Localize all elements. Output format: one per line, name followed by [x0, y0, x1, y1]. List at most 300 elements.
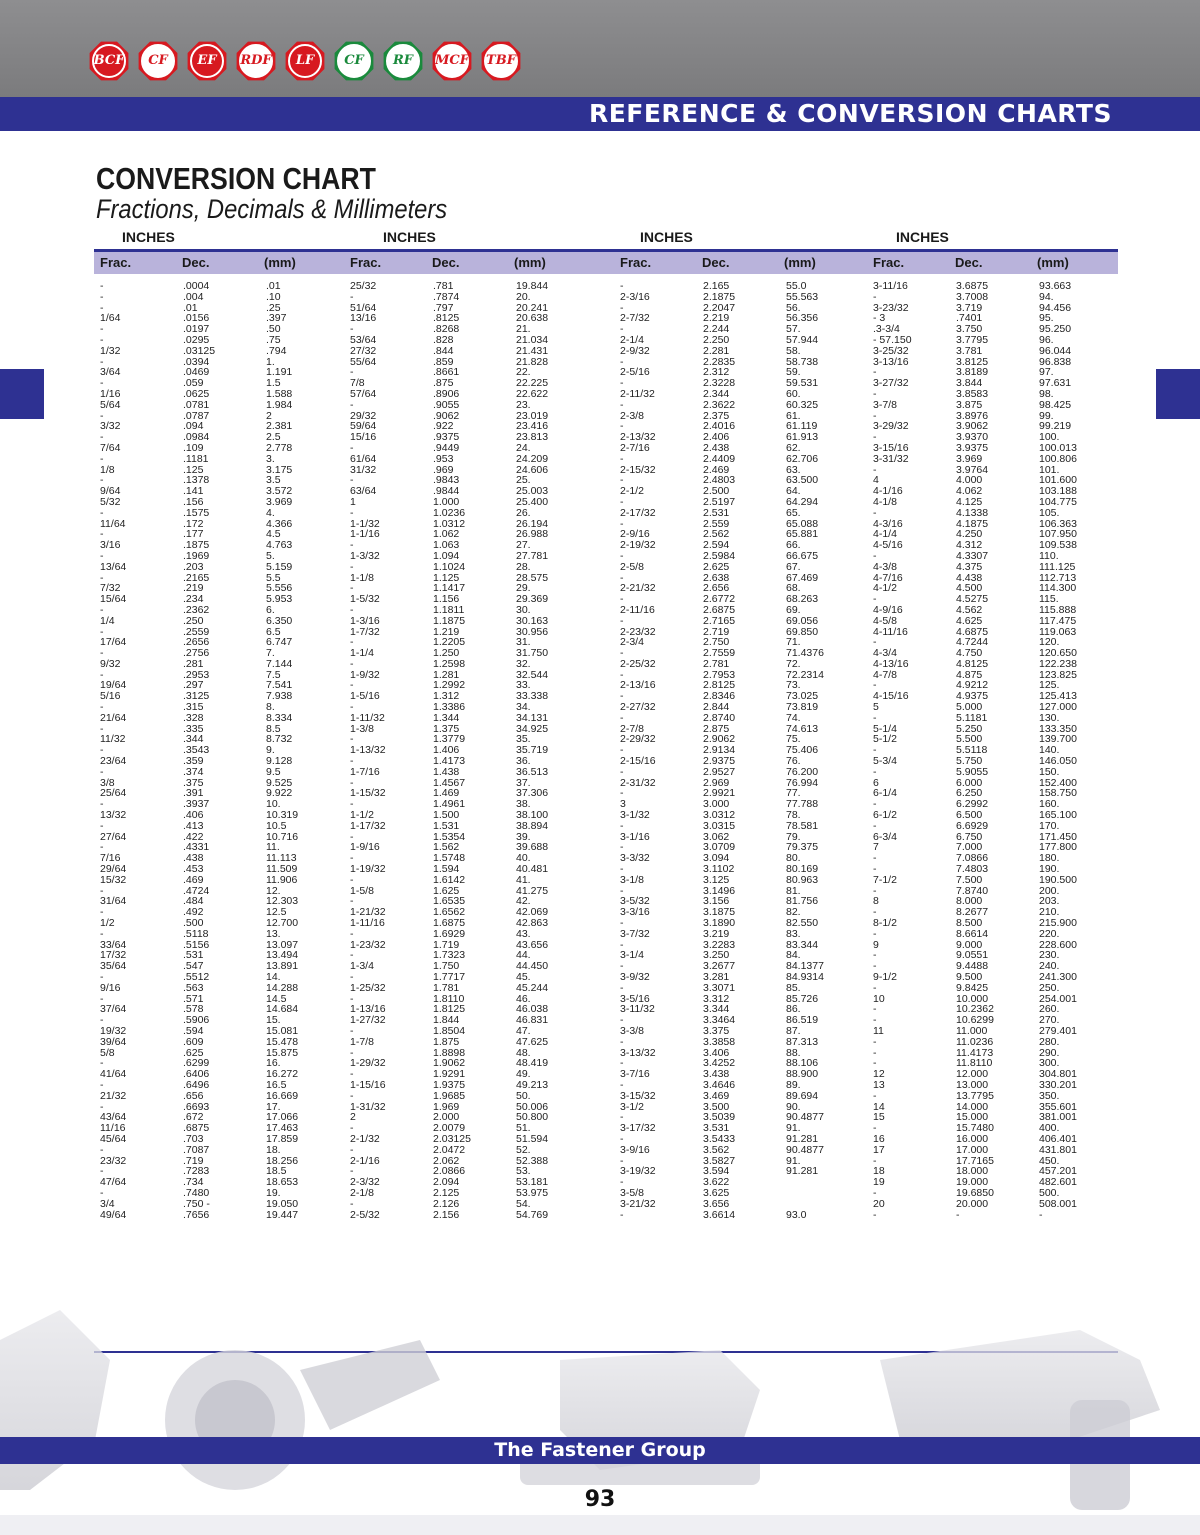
table-cell: 6.5: [266, 625, 281, 638]
table-cell: 1.156: [433, 593, 460, 606]
table-cell: -: [620, 1154, 624, 1167]
table-cell: 53.975: [516, 1186, 549, 1199]
table-cell: -: [620, 1132, 624, 1145]
table-cell: 50.006: [516, 1100, 549, 1113]
table-cell: 71.: [786, 636, 801, 649]
table-cell: 4.763: [266, 539, 293, 552]
table-cell: 3-11/32: [620, 1003, 655, 1016]
table-cell: 3.125: [703, 873, 730, 886]
table-cell: 17.000: [956, 1143, 989, 1156]
table-cell: 1-19/32: [350, 863, 386, 876]
table-cell: .6299: [183, 1057, 210, 1070]
table-cell: 1.9685: [433, 1089, 466, 1102]
table-cell: 3.469: [703, 1089, 730, 1102]
table-cell: 51.594: [516, 1132, 549, 1145]
brand-logo: [86, 38, 132, 84]
table-cell: 1.984: [266, 398, 293, 411]
table-cell: 93.663: [1039, 280, 1072, 292]
table-cell: 15.478: [266, 1035, 299, 1048]
table-cell: 1.594: [433, 863, 460, 876]
table-cell: 1-15/32: [350, 787, 386, 800]
table-cell: 37.306: [516, 787, 549, 800]
table-cell: 3.7795: [956, 333, 989, 346]
table-cell: .453: [183, 863, 204, 876]
table-cell: 7.500: [956, 873, 983, 886]
group-label-3: INCHES: [640, 229, 693, 245]
table-cell: 11/32: [100, 733, 126, 746]
table-cell: -: [350, 474, 354, 487]
table-cell: 2.4803: [703, 474, 736, 487]
table-cell: 1-9/16: [350, 841, 380, 854]
table-cell: 1.969: [433, 1100, 460, 1113]
table-cell: 3.9764: [956, 463, 989, 476]
table-cell: 25.400: [516, 495, 549, 508]
table-cell: .125: [183, 463, 204, 476]
table-cell: 1-1/32: [350, 517, 380, 530]
table-cell: 1-13/32: [350, 744, 386, 757]
table-cell: 42.863: [516, 917, 549, 930]
table-cell: .0781: [183, 398, 210, 411]
brand-logo-label: CF: [148, 53, 168, 68]
table-cell: 85.726: [786, 992, 819, 1005]
table-cell: .7087: [183, 1143, 210, 1156]
table-cell: 3-1/2: [620, 1100, 644, 1113]
table-cell: 3-9/32: [620, 971, 650, 983]
table-cell: 3.562: [703, 1143, 730, 1156]
table-cell: -: [620, 668, 624, 681]
table-cell: 25/32: [350, 280, 377, 292]
table-header-row: [94, 252, 1118, 274]
table-cell: 22.622: [516, 387, 549, 400]
table-cell: 4: [873, 474, 879, 487]
column-mm: [266, 281, 298, 1220]
table-cell: 12.303: [266, 895, 299, 908]
table-cell: 38.894: [516, 819, 549, 832]
column-frac: [873, 281, 912, 1220]
table-cell: .219: [183, 582, 204, 595]
table-cell: 76.: [786, 755, 801, 768]
table-cell: 152.400: [1039, 776, 1077, 789]
table-cell: -: [956, 1208, 960, 1221]
table-cell: 1.312: [433, 690, 460, 703]
table-cell: 17.463: [266, 1122, 299, 1135]
brand-logo-label: EF: [197, 53, 217, 68]
table-cell: 3.622: [703, 1176, 730, 1189]
table-cell: 1.4961: [433, 798, 466, 811]
table-cell: 32.: [516, 657, 531, 670]
table-cell: 86.: [786, 1003, 801, 1016]
table-cell: 1-11/32: [350, 711, 385, 724]
table-cell: 11.0236: [956, 1035, 994, 1048]
table-cell: 42.: [516, 895, 531, 908]
table-cell: 4-3/8: [873, 560, 897, 573]
table-cell: 7/64: [100, 441, 121, 454]
table-cell: 3.156: [703, 895, 730, 908]
table-cell: 260.: [1039, 1003, 1060, 1016]
table-cell: 1-13/16: [350, 1003, 386, 1016]
table-cell: 3.6875: [956, 280, 989, 292]
table-cell: .5906: [183, 1014, 210, 1027]
table-cell: 24.209: [516, 452, 549, 465]
table-cell: 27/64: [100, 830, 127, 843]
table-cell: 5.9055: [956, 765, 989, 778]
table-cell: .50: [266, 323, 281, 336]
table-cell: -: [100, 290, 104, 303]
table-cell: 3-15/32: [620, 1089, 656, 1102]
table-cell: -: [100, 333, 104, 346]
table-cell: -: [100, 549, 104, 562]
table-cell: 5.159: [266, 560, 293, 573]
table-cell: -: [350, 852, 354, 865]
table-cell: 1.5: [266, 377, 281, 390]
table-cell: 1-5/16: [350, 690, 380, 703]
brand-logo-label: TBF: [486, 53, 516, 68]
table-cell: 2-15/32: [620, 463, 656, 476]
table-cell: 13: [873, 1078, 885, 1091]
table-cell: 52.388: [516, 1154, 549, 1167]
table-cell: 2: [350, 1111, 356, 1124]
table-cell: .828: [433, 333, 454, 346]
table-cell: 12.700: [266, 917, 299, 930]
table-cell: 3.5433: [703, 1132, 736, 1145]
table-cell: -: [100, 701, 104, 714]
table-cell: 14.684: [266, 1003, 299, 1016]
table-cell: 83.344: [786, 938, 819, 951]
table-cell: 8.334: [266, 711, 293, 724]
table-cell: .059: [183, 377, 204, 390]
table-cell: -: [620, 301, 624, 314]
table-cell: 10.319: [266, 809, 299, 822]
table-cell: -: [100, 1100, 104, 1113]
table-cell: 17: [873, 1143, 885, 1156]
table-cell: 85.: [786, 981, 801, 994]
table-cell: 330.201: [1039, 1078, 1077, 1091]
table-cell: .9843: [433, 474, 460, 487]
table-cell: 2.7559: [703, 647, 736, 660]
table-cell: 101.: [1039, 463, 1060, 476]
table-cell: 1.191: [266, 366, 293, 379]
table-cell: 9/32: [100, 657, 121, 670]
table-cell: 1-1/16: [350, 528, 380, 541]
table-cell: 10.000: [956, 992, 989, 1005]
table-cell: .703: [183, 1132, 204, 1145]
table-cell: .397: [266, 312, 287, 325]
table-cell: 200.: [1039, 884, 1060, 897]
table-cell: 64.: [786, 485, 801, 498]
column-dec: [183, 281, 215, 1220]
table-cell: 2-5/32: [350, 1208, 380, 1221]
table-cell: 2.126: [433, 1197, 460, 1210]
table-cell: 7.144: [266, 657, 293, 670]
table-cell: -: [873, 506, 877, 519]
table-cell: 230.: [1039, 949, 1060, 962]
table-cell: .1969: [183, 549, 210, 562]
table-cell: 55.563: [786, 290, 819, 303]
table-cell: 59/64: [350, 420, 377, 433]
table-cell: 99.219: [1039, 420, 1072, 433]
table-cell: .594: [183, 1024, 204, 1037]
table-cell: .281: [183, 657, 204, 670]
table-cell: 39/64: [100, 1035, 127, 1048]
table-cell: -: [873, 431, 877, 444]
table-cell: .7874: [433, 290, 460, 303]
table-cell: 60.325: [786, 398, 819, 411]
table-cell: -: [620, 960, 624, 973]
table-cell: 1.6929: [433, 927, 466, 940]
table-cell: 3.094: [703, 852, 730, 865]
table-cell: 1.1875: [433, 614, 466, 627]
table-cell: .7480: [183, 1186, 210, 1199]
column-header-dec: Dec.: [702, 255, 730, 270]
table-cell: .656: [183, 1089, 204, 1102]
table-cell: 15.: [266, 1014, 281, 1027]
table-cell: 35.: [516, 733, 531, 746]
table-cell: 107.950: [1039, 528, 1077, 541]
table-cell: .734: [183, 1176, 204, 1189]
table-cell: 1/64: [100, 312, 121, 325]
table-cell: 48.419: [516, 1057, 549, 1070]
table-cell: - 3: [873, 312, 886, 325]
table-cell: -: [350, 657, 354, 670]
table-cell: 3.438: [703, 1068, 730, 1081]
table-cell: 1.562: [433, 841, 460, 854]
table-cell: 80.963: [786, 873, 819, 886]
table-cell: 2.312: [703, 366, 730, 379]
table-cell: 4.9375: [956, 690, 989, 703]
table-cell: -: [873, 884, 877, 897]
table-cell: 3-7/16: [620, 1068, 650, 1081]
table-cell: 26.: [516, 506, 531, 519]
table-cell: .484: [183, 895, 204, 908]
table-cell: .0469: [183, 366, 210, 379]
table-cell: -: [620, 1208, 624, 1221]
table-cell: 3-7/8: [873, 398, 897, 411]
table-cell: 4.500: [956, 582, 983, 595]
table-cell: -: [350, 927, 354, 940]
table-cell: 5.250: [956, 722, 983, 735]
table-cell: 74.613: [786, 722, 819, 735]
table-cell: 93.0: [786, 1208, 807, 1221]
table-cell: 14.000: [956, 1100, 989, 1113]
table-cell: -: [100, 1014, 104, 1027]
table-cell: 2.844: [703, 701, 730, 714]
table-cell: 2-1/32: [350, 1132, 380, 1145]
table-cell: 7.0866: [956, 852, 989, 865]
table-cell: 53/64: [350, 333, 377, 346]
table-cell: .2656: [183, 636, 210, 649]
table-cell: -: [100, 1143, 104, 1156]
table-cell: 51/64: [350, 301, 377, 314]
table-cell: .797: [433, 301, 454, 314]
table-cell: 215.900: [1039, 917, 1077, 930]
table-cell: 1.1024: [433, 560, 466, 573]
table-cell: 21.: [516, 323, 531, 336]
table-cell: -: [350, 398, 354, 411]
table-cell: .578: [183, 1003, 204, 1016]
table-cell: -: [620, 938, 624, 951]
column-header-mm: (mm): [264, 255, 296, 270]
table-cell: 3/32: [100, 420, 121, 433]
table-cell: .5156: [183, 938, 210, 951]
table-cell: -: [350, 1046, 354, 1059]
brand-logos: [86, 38, 527, 84]
table-cell: 1-5/8: [350, 884, 374, 897]
table-cell: 3.8583: [956, 387, 989, 400]
table-cell: 1.3779: [433, 733, 466, 746]
table-cell: 13/16: [350, 312, 377, 325]
table-cell: 139.700: [1039, 733, 1077, 746]
table-cell: 7/32: [100, 582, 121, 595]
table-cell: 2-11/32: [620, 387, 655, 400]
table-cell: 87.: [786, 1024, 801, 1037]
table-cell: 71.4376: [786, 647, 824, 660]
table-cell: -: [620, 1078, 624, 1091]
column-frac: [100, 281, 126, 1220]
brand-logo: [380, 38, 426, 84]
table-cell: 4-5/8: [873, 614, 897, 627]
table-cell: 2-9/16: [620, 528, 650, 541]
table-cell: 5.5118: [956, 744, 988, 757]
table-cell: .8125: [433, 312, 460, 325]
table-cell: .7401: [956, 312, 983, 325]
table-cell: 2.250: [703, 333, 730, 346]
table-cell: 2.469: [703, 463, 730, 476]
table-cell: 80.169: [786, 863, 819, 876]
table-cell: .406: [183, 809, 204, 822]
table-cell: 4.062: [956, 485, 983, 498]
table-cell: .563: [183, 981, 204, 994]
table-cell: 3.4252: [703, 1057, 736, 1070]
table-cell: .25: [266, 301, 281, 314]
table-cell: .0156: [183, 312, 210, 325]
table-cell: 40.: [516, 852, 531, 865]
table-cell: 19/32: [100, 1024, 127, 1037]
table-cell: -: [100, 841, 104, 854]
table-cell: -: [873, 744, 877, 757]
table-cell: 2.8125: [703, 679, 736, 692]
table-cell: 1-25/32: [350, 981, 386, 994]
table-cell: 43.: [516, 927, 531, 940]
table-cell: 1.4567: [433, 776, 466, 789]
table-cell: 3.3071: [703, 981, 736, 994]
table-cell: 79.: [786, 830, 801, 843]
footer-company: The Fastener Group: [494, 1439, 706, 1461]
table-cell: .571: [183, 992, 204, 1005]
table-cell: -: [100, 431, 104, 444]
table-cell: 400.: [1039, 1122, 1060, 1135]
table-cell: 3.5039: [703, 1111, 736, 1124]
table-cell: 18: [873, 1165, 885, 1178]
table-cell: 482.601: [1039, 1176, 1077, 1189]
table-cell: 2.125: [433, 1186, 460, 1199]
column-mm: [786, 281, 824, 1220]
table-cell: 1.2205: [433, 636, 466, 649]
table-cell: .250: [183, 614, 204, 627]
table-cell: -: [620, 981, 624, 994]
table-cell: .0004: [183, 280, 210, 292]
table-cell: -: [620, 863, 624, 876]
table-cell: 84.1377: [786, 960, 824, 973]
table-cell: .2756: [183, 647, 210, 660]
table-cell: .004: [183, 290, 204, 303]
table-cell: 3.531: [703, 1122, 730, 1135]
table-cell: 7.5: [266, 668, 281, 681]
table-cell: 158.750: [1039, 787, 1077, 800]
table-cell: 57.944: [786, 333, 819, 346]
table-cell: .750 -: [183, 1197, 210, 1210]
table-cell: 3-13/32: [620, 1046, 656, 1059]
table-cell: 31/32: [350, 463, 377, 476]
table-cell: 2-3/8: [620, 409, 644, 422]
table-cell: 22.225: [516, 377, 549, 390]
table-cell: 190.500: [1039, 873, 1077, 886]
table-cell: 2: [266, 409, 272, 422]
table-cell: -: [620, 420, 624, 433]
table-cell: 1.6535: [433, 895, 466, 908]
table-cell: 4.8125: [956, 657, 989, 670]
table-cell: 2.656: [703, 582, 730, 595]
table-cell: 23.: [516, 398, 531, 411]
table-cell: 1.250: [433, 647, 460, 660]
table-cell: .4331: [183, 841, 210, 854]
table-cell: 36.513: [516, 765, 549, 778]
table-cell: 2.344: [703, 387, 730, 400]
table-cell: -: [620, 744, 624, 757]
table-cell: 5.500: [956, 733, 983, 746]
table-cell: -: [873, 549, 877, 562]
table-cell: 6: [873, 776, 879, 789]
table-cell: 3-31/32: [873, 452, 909, 465]
table-cell: .953: [433, 452, 454, 465]
table-cell: 38.: [516, 798, 531, 811]
table-cell: 2.406: [703, 431, 730, 444]
table-cell: -: [100, 625, 104, 638]
table-cell: 95.: [1039, 312, 1054, 325]
table-cell: 47.: [516, 1024, 531, 1037]
brand-logo-label: BCF: [93, 53, 125, 68]
table-cell: -: [873, 1208, 877, 1221]
table-cell: 3.2283: [703, 938, 736, 951]
table-cell: 5/64: [100, 398, 121, 411]
table-cell: 89.: [786, 1078, 801, 1091]
table-cell: -: [873, 409, 877, 422]
column-frac: [350, 281, 386, 1220]
column-header-frac: Frac.: [100, 255, 132, 270]
table-cell: 28.: [516, 560, 531, 573]
table-cell: 1.588: [266, 387, 293, 400]
table-cell: .315: [183, 701, 204, 714]
table-cell: 69.056: [786, 614, 819, 627]
table-cell: 26.194: [516, 517, 549, 530]
table-cell: 15.875: [266, 1046, 299, 1059]
table-cell: 160.: [1039, 798, 1060, 811]
table-cell: 4-7/8: [873, 668, 897, 681]
table-cell: -: [350, 798, 354, 811]
table-cell: 22.: [516, 366, 531, 379]
table-cell: 114.300: [1039, 582, 1077, 595]
table-cell: -: [350, 755, 354, 768]
table-cell: 44.: [516, 949, 531, 962]
table-cell: 1-7/32: [350, 625, 380, 638]
table-cell: 1.5354: [433, 830, 466, 843]
table-cell: -: [620, 1035, 624, 1048]
table-cell: 3.6614: [703, 1208, 736, 1221]
table-cell: .1378: [183, 474, 210, 487]
table-cell: 45/64: [100, 1132, 127, 1145]
table-cell: 2-3/4: [620, 636, 644, 649]
column-dec: [956, 281, 994, 1220]
column-dec: [703, 281, 735, 1220]
